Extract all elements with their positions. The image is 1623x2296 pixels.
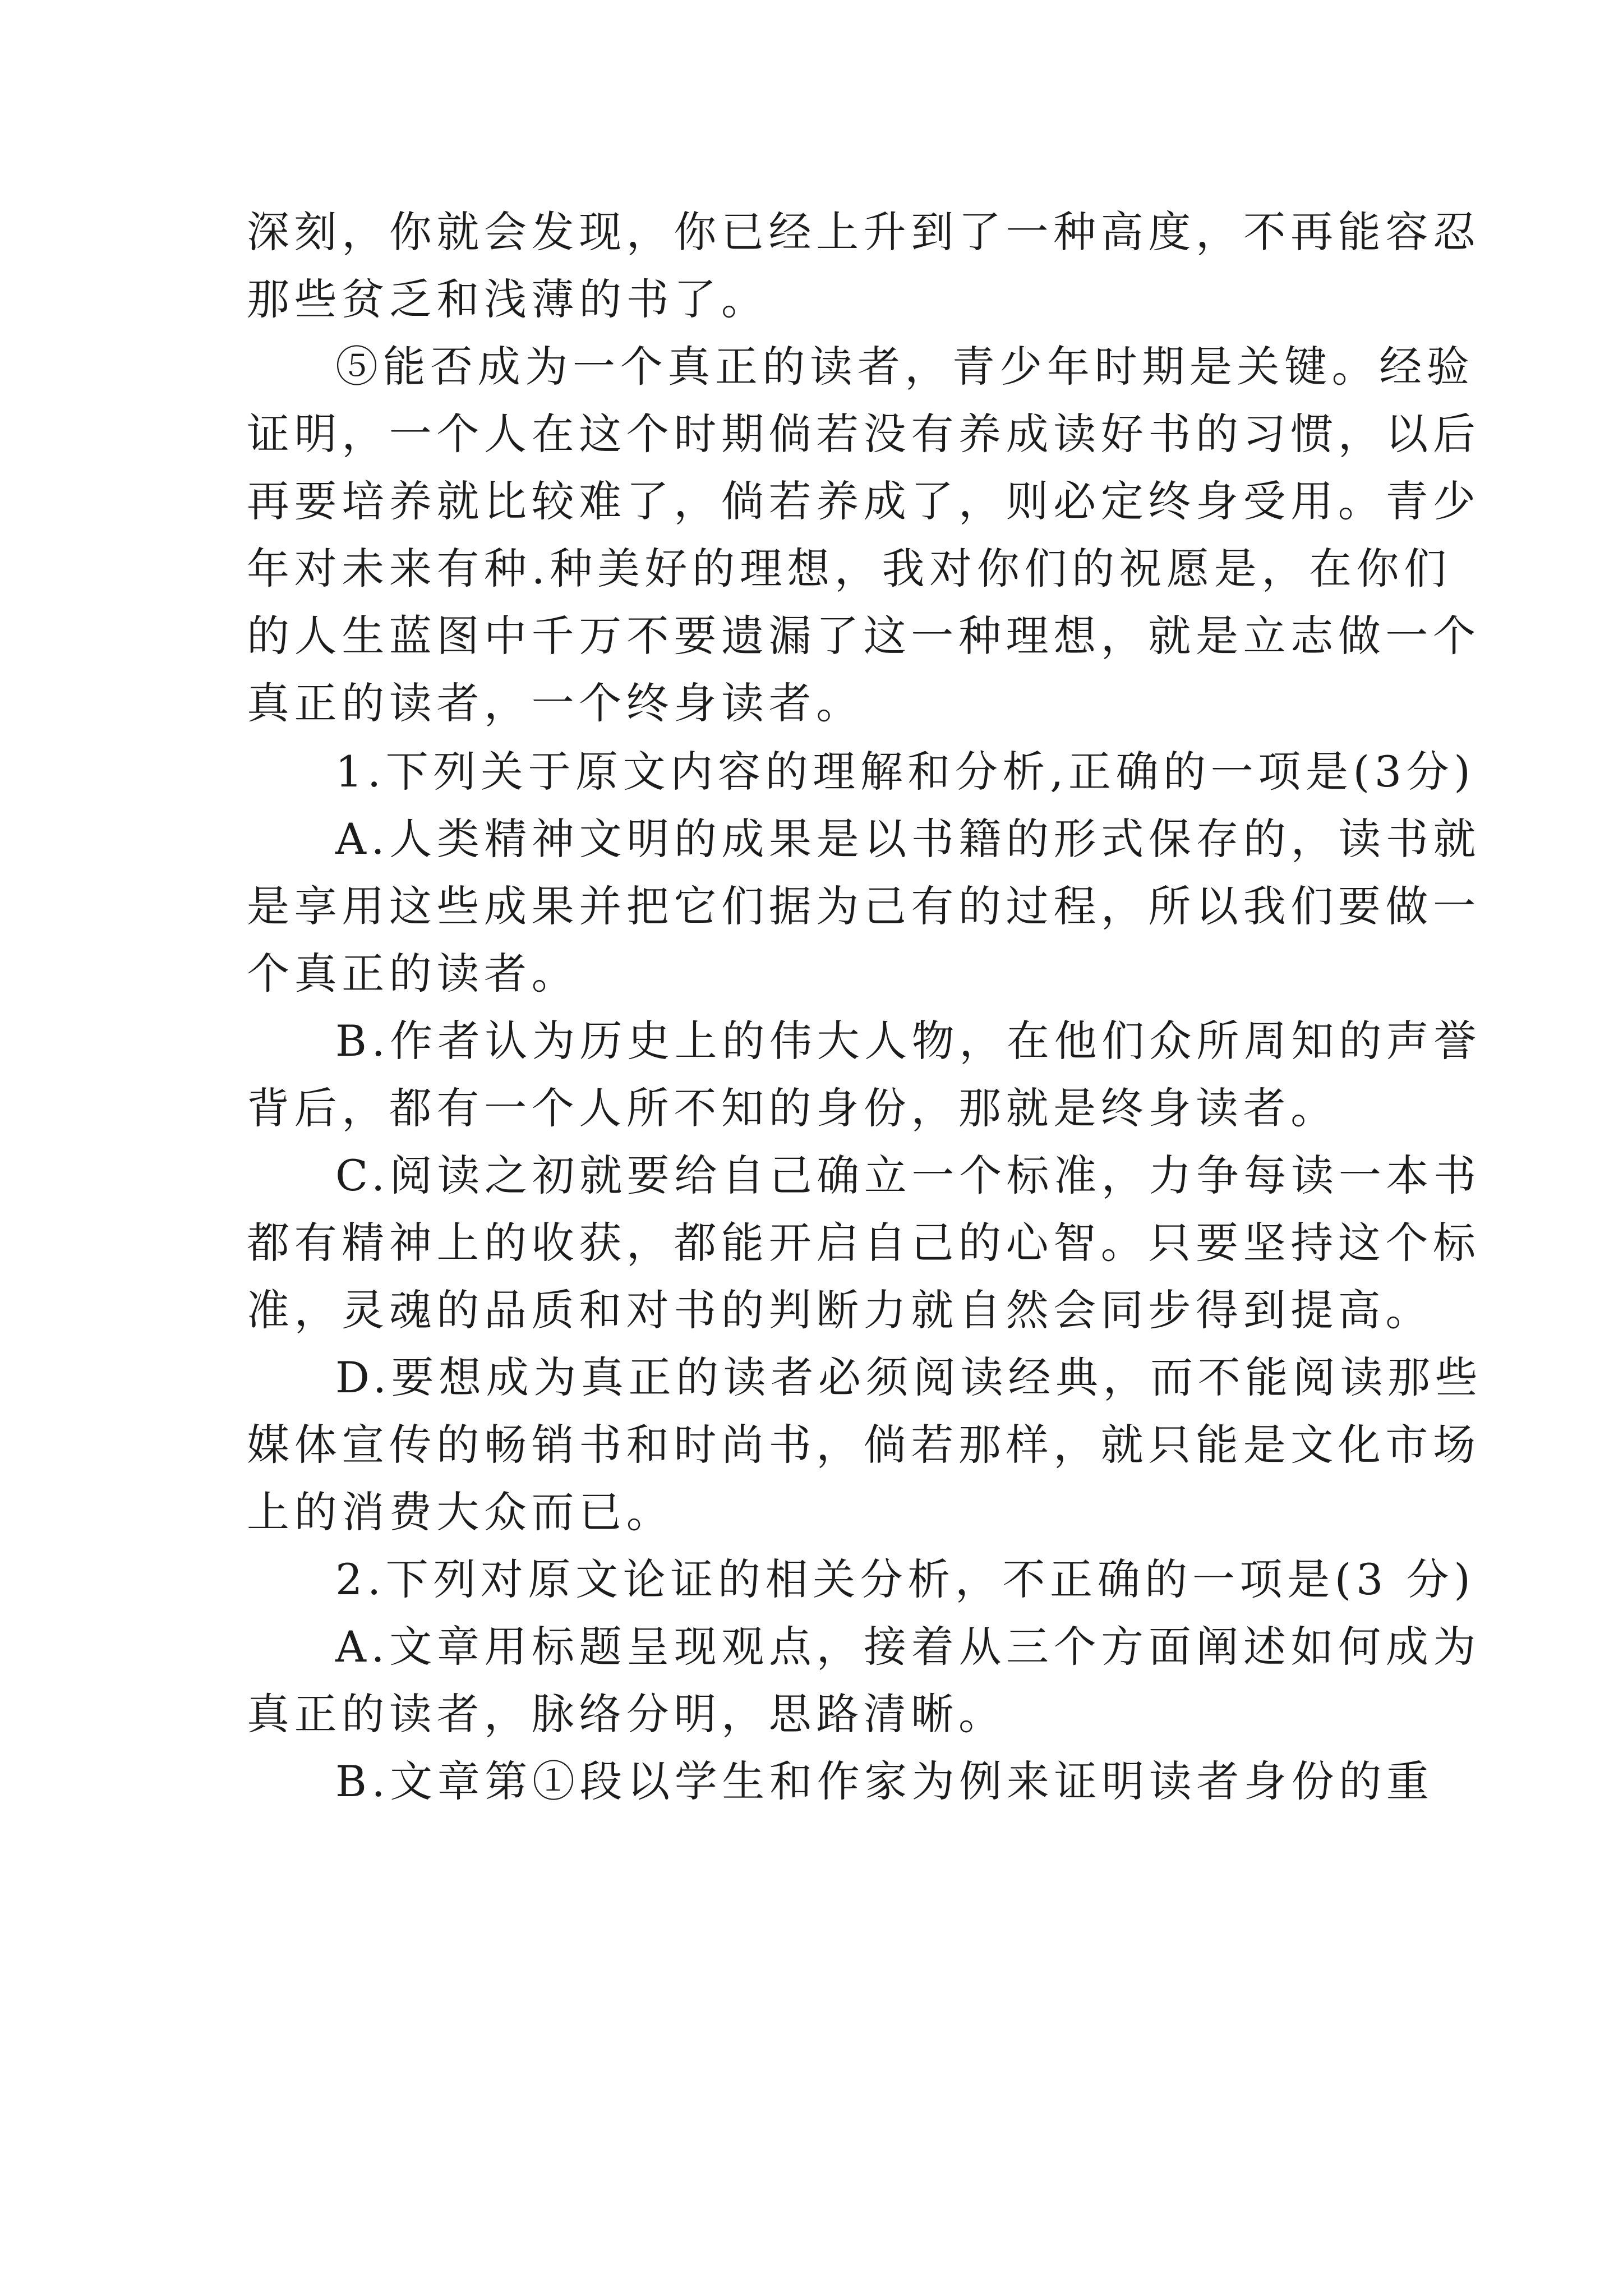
text-line: 是享用这些成果并把它们据为己有的过程，所以我们要做一 bbox=[247, 881, 1481, 931]
question-1-option-d: D.要想成为真正的读者必须阅读经典，而不能阅读那些 bbox=[335, 1352, 1483, 1402]
text-line: 媒体宣传的畅销书和时尚书，倘若那样，就只能是文化市场 bbox=[247, 1420, 1481, 1470]
text-line: 背后，都有一个人所不知的身份，那就是终身读者。 bbox=[247, 1083, 1338, 1133]
text-line: 年对未来有种.种美好的理想，我对你们的祝愿是，在你们 bbox=[247, 544, 1451, 593]
text-line: 证明，一个人在这个时期倘若没有养成读好书的习惯，以后 bbox=[247, 409, 1481, 459]
question-2-stem: 2.下列对原文论证的相关分析，不正确的一项是(3 分) bbox=[335, 1554, 1476, 1604]
text-line: 深刻，你就会发现，你已经上升到了一种高度，不再能容忍 bbox=[247, 207, 1481, 257]
question-1-option-a: A.人类精神文明的成果是以书籍的形式保存的，读书就 bbox=[335, 814, 1481, 864]
text-line: 个真正的读者。 bbox=[247, 949, 579, 999]
text-line: 真正的读者，脉络分明，思路清晰。 bbox=[247, 1689, 1006, 1739]
question-2-option-b: B.文章第①段以学生和作家为例来证明读者身份的重 bbox=[335, 1756, 1434, 1806]
paragraph-5-start: ⑤能否成为一个真正的读者，青少年时期是关键。经验 bbox=[335, 342, 1474, 392]
text-line: 真正的读者，一个终身读者。 bbox=[247, 678, 864, 728]
text-line: 再要培养就比较难了，倘若养成了，则必定终身受用。青少 bbox=[247, 476, 1481, 526]
question-2-option-a: A.文章用标题呈现观点，接着从三个方面阐述如何成为 bbox=[335, 1622, 1481, 1672]
question-1-stem: 1.下列关于原文内容的理解和分析,正确的一项是(3分) bbox=[335, 747, 1476, 797]
question-1-option-c: C.阅读之初就要给自己确立一个标准，力争每读一本书 bbox=[335, 1151, 1481, 1200]
text-line: 的人生蓝图中千万不要遗漏了这一种理想，就是立志做一个 bbox=[247, 611, 1481, 661]
question-1-option-b: B.作者认为历史上的伟大人物，在他们众所周知的声誉 bbox=[335, 1016, 1482, 1066]
text-line: 那些贫乏和浅薄的书了。 bbox=[247, 274, 769, 324]
text-line: 准，灵魂的品质和对书的判断力就自然会同步得到提高。 bbox=[247, 1285, 1433, 1335]
text-line: 都有精神上的收获，都能开启自己的心智。只要坚持这个标 bbox=[247, 1218, 1481, 1268]
text-line: 上的消费大众而已。 bbox=[247, 1487, 674, 1537]
